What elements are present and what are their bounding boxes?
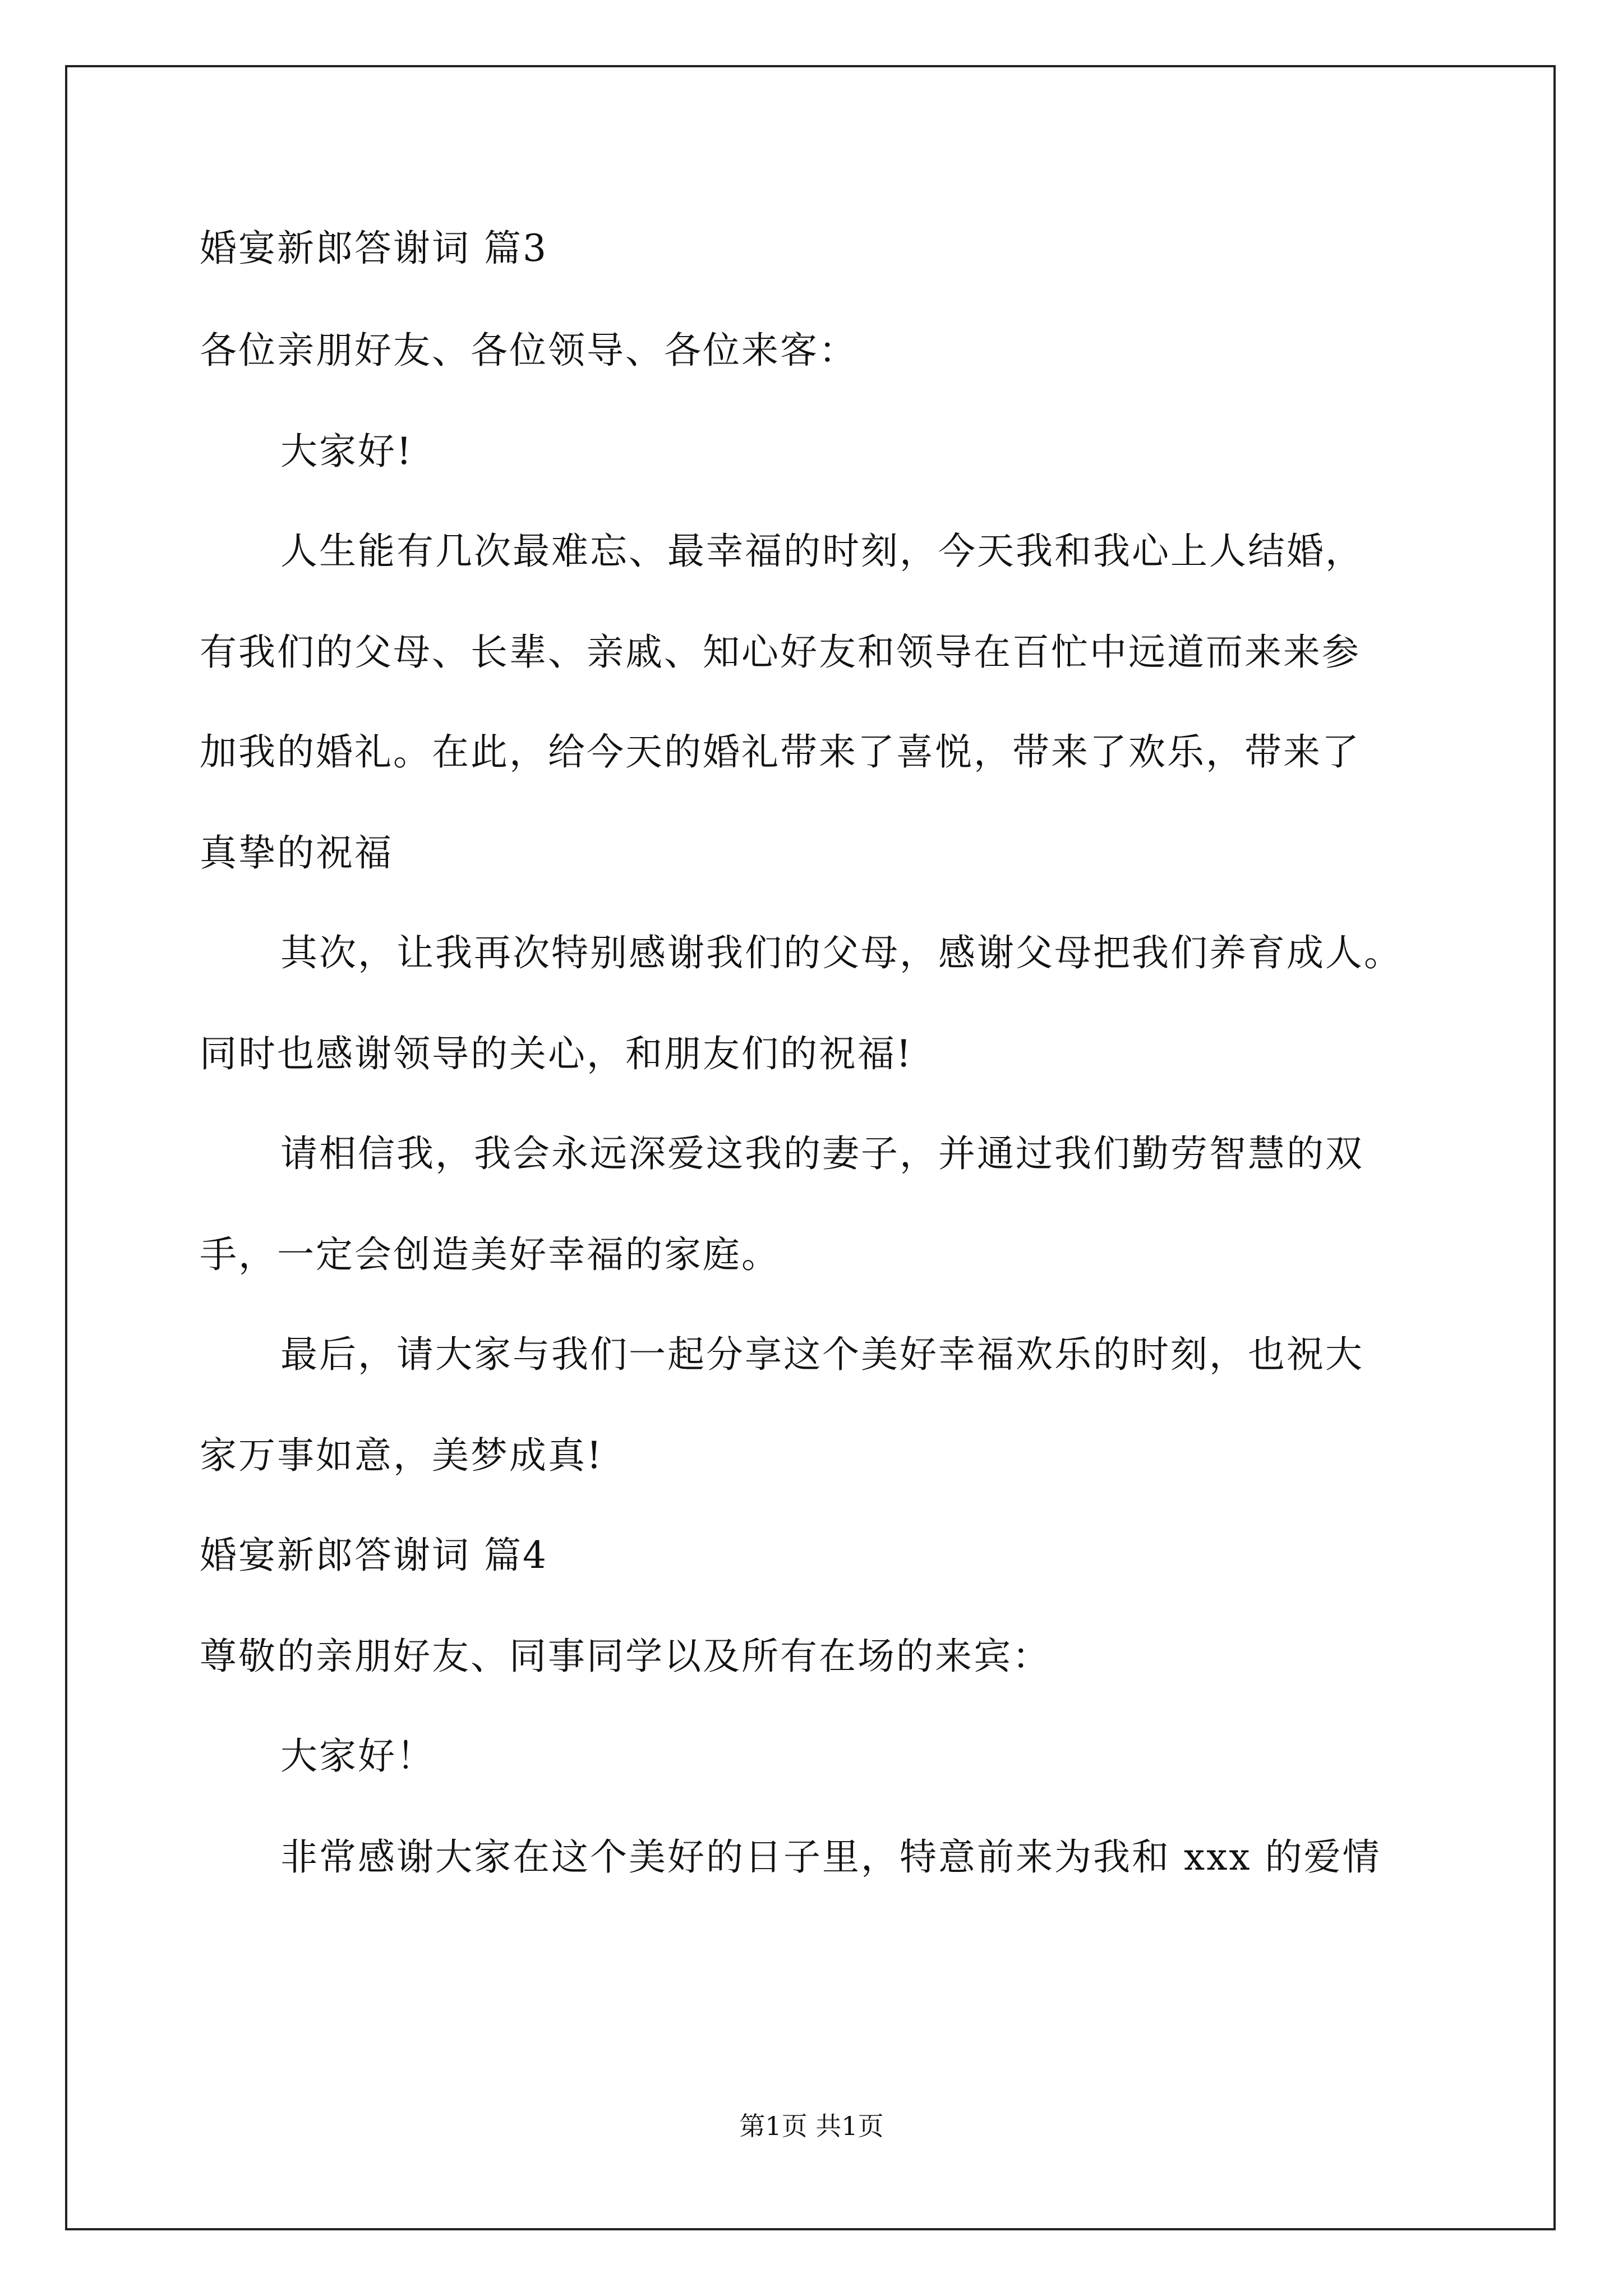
paragraph-line: 手，一定会创造美好幸福的家庭。 xyxy=(200,1233,780,1276)
paragraph-line: 家万事如意，美梦成真! xyxy=(200,1434,603,1477)
section-heading: 婚宴新郎答谢词 篇3 xyxy=(200,227,548,270)
greeting-line: 大家好! xyxy=(280,430,413,473)
section-heading: 婚宴新郎答谢词 篇4 xyxy=(200,1534,548,1577)
paragraph-line: 有我们的父母、长辈、亲戚、知心好友和领导在百忙中远道而来来参 xyxy=(200,631,1361,674)
paragraph-line: 其次，让我再次特别感谢我们的父母，感谢父母把我们养育成人。 xyxy=(280,931,1403,974)
paragraph-line: 加我的婚礼。在此，给今天的婚礼带来了喜悦，带来了欢乐，带来了 xyxy=(200,730,1361,774)
page-footer: 第1页 共1页 xyxy=(739,2111,884,2141)
paragraph-line: 请相信我，我会永远深爱这我的妻子，并通过我们勤劳智慧的双 xyxy=(280,1132,1364,1175)
salutation-line: 尊敬的亲朋好友、同事同学以及所有在场的来宾： xyxy=(200,1635,1051,1678)
paragraph-line: 最后，请大家与我们一起分享这个美好幸福欢乐的时刻，也祝大 xyxy=(280,1333,1364,1376)
salutation-line: 各位亲朋好友、各位领导、各位来客： xyxy=(200,329,857,372)
paragraph-line: 非常感谢大家在这个美好的日子里，特意前来为我和 xxx 的爱情 xyxy=(280,1835,1381,1879)
paragraph-line: 人生能有几次最难忘、最幸福的时刻，今天我和我心上人结婚， xyxy=(280,530,1364,573)
paragraph-line: 真挚的祝福 xyxy=(200,831,393,875)
greeting-line: 大家好！ xyxy=(280,1734,435,1778)
paragraph-line: 同时也感谢领导的关心，和朋友们的祝福! xyxy=(200,1032,913,1075)
